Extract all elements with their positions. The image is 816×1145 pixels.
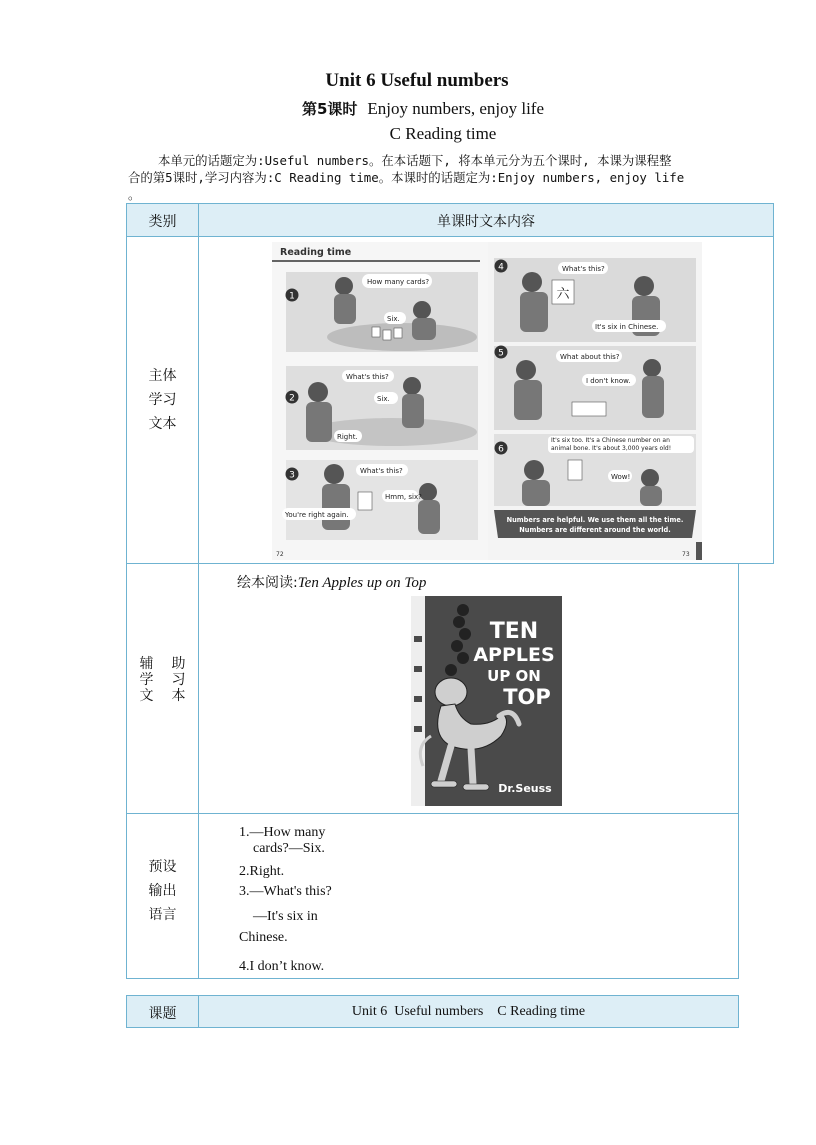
panel-1-number: 1 <box>289 291 295 302</box>
output-item-4: 4.I don’t know. <box>239 959 325 974</box>
aux-label-3: 学 <box>139 672 154 688</box>
cover-title-line-1: TEN <box>489 619 539 644</box>
panel-1-bubble-a: How many cards? <box>367 278 430 286</box>
panel-5-number: 5 <box>498 348 504 359</box>
panel-3 <box>282 460 478 540</box>
main-label-2: 学习 <box>148 392 177 408</box>
intro-line-1: 本单元的话题定为:Useful numbers。在本话题下, 将本单元分为五个课时, 本课为课程整 <box>158 153 672 168</box>
panel-1-bubble-b: Six. <box>387 315 400 323</box>
panel-4-bubble-a: What's this? <box>562 265 605 273</box>
panel-2-bubble-c: Right. <box>337 433 358 441</box>
aux-label-1: 辅 <box>139 656 154 672</box>
main-label-1: 主体 <box>148 368 177 384</box>
output-label-3: 语言 <box>148 907 177 923</box>
textbook-spread-image <box>272 242 702 560</box>
output-item-3a: 3.—What's this? <box>239 884 332 899</box>
panel-4 <box>494 258 696 342</box>
aux-text-label <box>127 656 198 704</box>
aux-label-4: 习 <box>171 672 186 688</box>
caption-title: Ten Apples up on Top <box>297 575 427 591</box>
output-item-2: 2.Right. <box>239 864 285 879</box>
intro-line-3: 。 <box>128 187 141 202</box>
output-label-1: 预设 <box>148 859 177 875</box>
lesson-table-top <box>126 203 774 564</box>
panel-6-number: 6 <box>498 444 504 455</box>
lesson-line <box>0 98 816 119</box>
output-item-3c: Chinese. <box>239 930 288 945</box>
main-label-3: 文本 <box>148 416 177 432</box>
output-language-label <box>127 855 198 927</box>
intro-line-2: 合的第5课时,学习内容为:C Reading time。本课时的话题定为:Enjoy numbers, enjoy life <box>128 170 685 185</box>
panel-6-bubble-b: Wow! <box>611 473 631 481</box>
output-item-1a: 1.—How many <box>239 825 326 840</box>
output-item-3b: —It's six in <box>253 909 318 924</box>
topic-value: Unit 6 Useful numbers C Reading time <box>351 1004 586 1019</box>
picture-book-caption <box>237 572 426 592</box>
cover-title-line-4: TOP <box>503 685 551 709</box>
section-title: C Reading time <box>389 124 497 143</box>
panel-2-number: 2 <box>289 393 295 404</box>
topic-table <box>126 995 739 1028</box>
lesson-topic: Enjoy numbers, enjoy life <box>367 99 544 118</box>
panel-6-bubble-a: It's six too. It's a Chinese number on an animal bone. It's about 3,000 years old! <box>548 436 694 453</box>
summary-banner <box>494 510 696 538</box>
panel-6 <box>494 434 696 506</box>
panel-5 <box>494 346 696 431</box>
panel-2-bubble-a: What's this? <box>346 373 389 381</box>
page-number-left: 72 <box>276 551 284 558</box>
cover-title-line-2: APPLES <box>473 644 555 666</box>
output-item-1b: cards?—Six. <box>253 841 325 856</box>
main-text-label <box>127 364 198 436</box>
output-label-2: 输出 <box>148 883 177 899</box>
aux-label-6: 本 <box>171 688 186 704</box>
unit-title: Unit 6 Useful numbers <box>325 70 509 91</box>
intro-paragraph <box>128 152 728 203</box>
lesson-label: 第5课时 <box>301 100 358 118</box>
panel-3-bubble-c: You're right again. <box>285 511 349 519</box>
panel-3-number: 3 <box>289 470 295 481</box>
aux-label-2: 助 <box>171 656 186 672</box>
banner-line-1: Numbers are helpful. We use them all the time. <box>506 516 684 524</box>
output-list <box>239 825 419 975</box>
panel-4-number: 4 <box>498 262 504 273</box>
panel-4-bubble-b: It's six in Chinese. <box>595 323 659 331</box>
lesson-table-bottom <box>126 563 739 979</box>
aux-label-5: 文 <box>139 688 154 704</box>
header-content: 单课时文本内容 <box>437 214 535 230</box>
reading-time-heading: Reading time <box>280 247 352 258</box>
panel-2-bubble-b: Six. <box>377 395 390 403</box>
panel-3-bubble-a: What's this? <box>360 467 403 475</box>
panel-5-bubble-b: I don't know. <box>586 377 631 385</box>
panel-3-bubble-b: Hmm, six? <box>385 493 422 501</box>
caption-prefix: 绘本阅读: <box>237 575 298 591</box>
book-cover-image <box>411 596 562 806</box>
banner-line-2: Numbers are different around the world. <box>519 526 671 534</box>
panel-1 <box>286 272 479 352</box>
topic-label: 课题 <box>148 1006 177 1022</box>
page-number-right: 73 <box>682 551 690 558</box>
panel-4-card: 六 <box>556 287 570 302</box>
panel-5-bubble-a: What about this? <box>560 353 620 361</box>
panel-2 <box>286 366 479 450</box>
header-category: 类别 <box>148 214 177 230</box>
cover-author: Dr.Seuss <box>498 782 552 795</box>
cover-title-line-3: UP ON <box>487 667 541 685</box>
